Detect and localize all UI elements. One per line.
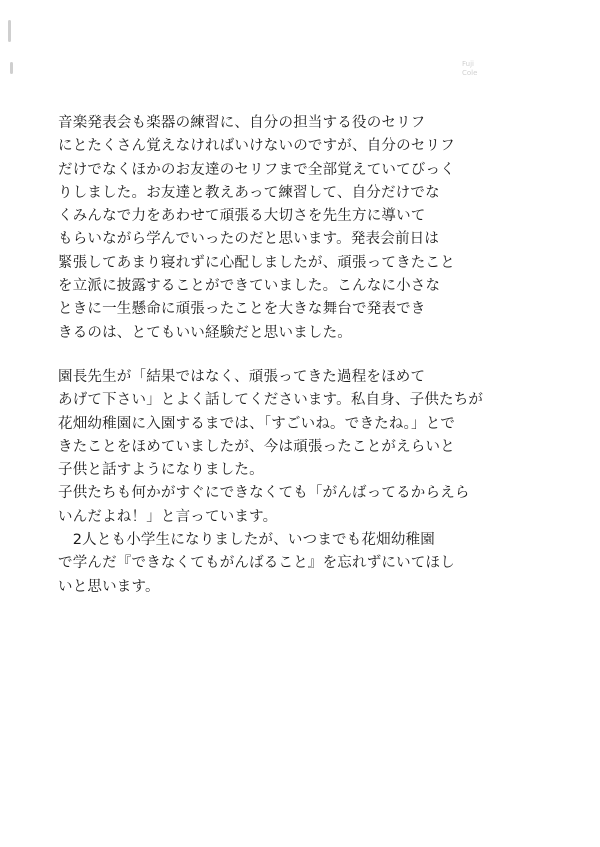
text-line: いと思います。 <box>58 578 160 595</box>
text-line: 音楽発表会も楽器の練習に、自分の担当する役のセリフ <box>58 115 426 131</box>
scan-edge-mark <box>8 20 11 42</box>
text-line: 園長先生が「結果ではなく、頑張ってきた過程をほめて <box>58 368 426 385</box>
faint-corner-mark: Fuji <box>462 60 474 68</box>
text-line: きたことをほめていましたが、今は頑張ったことがえらいと <box>58 438 455 455</box>
text-line: りしました。お友達と教えあって練習して、自分だけでな <box>58 184 440 201</box>
paragraph-principal <box>58 366 554 599</box>
text-line: で学んだ『できなくてもがんばること』を忘れずにいてほし <box>58 555 455 572</box>
text-line: だけでなくほかのお友達のセリフまで全部覚えていてびっく <box>58 161 455 178</box>
handwritten-essay <box>58 112 554 599</box>
text-line: くみんなで力をあわせて頑張る大切さを先生方に導いて <box>58 208 426 225</box>
text-line: にとたくさん覚えなければいけないのですが、自分のセリフ <box>58 138 455 155</box>
scan-edge-mark <box>10 62 13 74</box>
text-line: 子供たちも何かがすぐにできなくても「がんばってるからえら <box>58 485 470 502</box>
faint-corner-marks <box>462 60 477 78</box>
text-line: 緊張してあまり寝れずに心配しましたが、頑張ってきたこと <box>58 254 455 271</box>
text-line: 子供と話すようになりました。 <box>58 462 264 479</box>
text-line: ときに一生懸命に頑張ったことを大きな舞台で発表でき <box>58 301 426 318</box>
text-line: きるのは、とてもいい経験だと思いました。 <box>58 324 352 341</box>
text-line: を立派に披露することができていました。こんなに小さな <box>58 278 441 295</box>
text-line: 花畑幼稚園に入園するまでは、「すごいね。できたね。」とで <box>58 415 456 432</box>
text-line: いんだよね！」と言っています。 <box>58 508 278 525</box>
text-line: 2人とも小学生になりましたが、いつまでも花畑幼稚園 <box>58 532 435 549</box>
text-line: もらいながら学んでいったのだと思います。発表会前日は <box>58 231 440 248</box>
text-line: あげて下さい」とよく話してくださいます。私自身、子供たちが <box>58 392 484 409</box>
paragraph-recital <box>58 112 554 345</box>
faint-corner-mark: Cole <box>462 69 478 77</box>
